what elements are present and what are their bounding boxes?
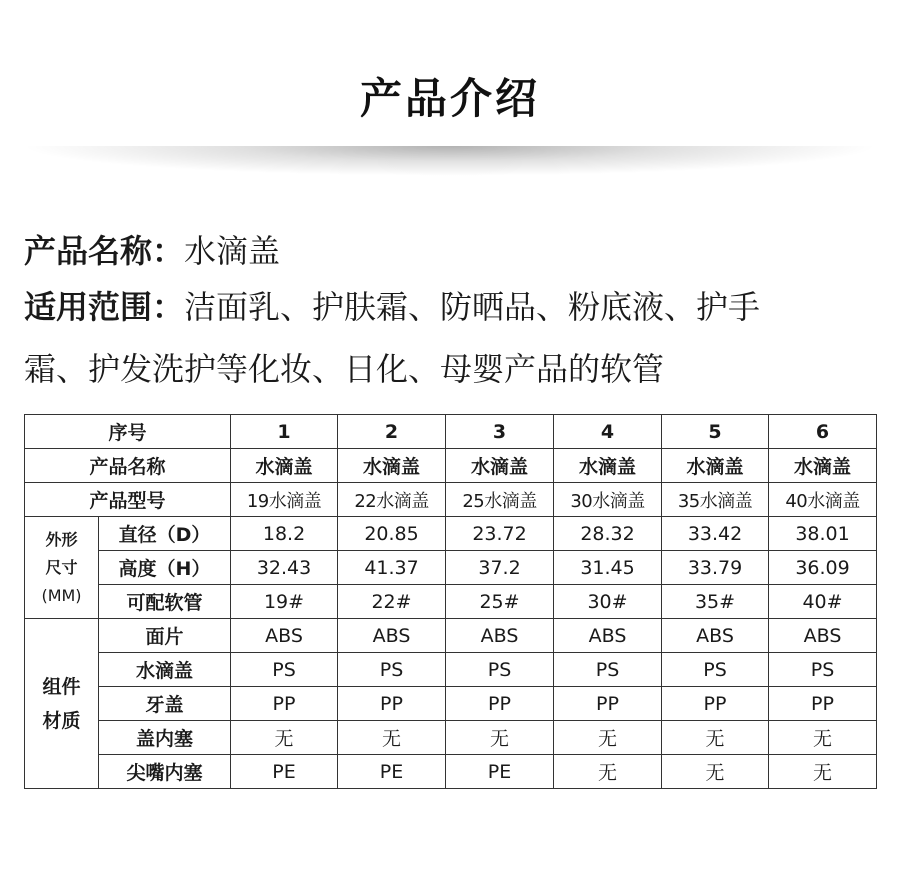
cell-drop: PS — [769, 653, 877, 687]
title-shadow-divider — [20, 146, 880, 176]
product-name-line — [24, 220, 884, 282]
cell-diameter: 20.85 — [338, 517, 446, 551]
group-size-line3: (MM) — [41, 585, 82, 605]
cell-nozzle: PE — [446, 755, 554, 789]
cell-drop: PS — [446, 653, 554, 687]
table-row-plug — [25, 721, 877, 755]
cell-number: 2 — [338, 415, 446, 449]
table-row-face — [25, 619, 877, 653]
cell-height: 32.43 — [231, 551, 338, 585]
cell-cap: PP — [769, 687, 877, 721]
row-label-number: 序号 — [25, 415, 231, 449]
scope-line-1 — [24, 276, 884, 338]
cell-nozzle: 无 — [662, 755, 769, 789]
cell-plug: 无 — [554, 721, 662, 755]
group-size-line1: 外形 — [45, 529, 78, 549]
table-row-model — [25, 483, 877, 517]
product-name-value: 水滴盖 — [184, 232, 281, 270]
cell-nozzle: 无 — [554, 755, 662, 789]
cell-plug: 无 — [662, 721, 769, 755]
cell-name: 水滴盖 — [554, 449, 662, 483]
group-material-line2: 材质 — [42, 709, 81, 732]
cell-tube: 35# — [662, 585, 769, 619]
table-row-nozzle — [25, 755, 877, 789]
table-row-height — [25, 551, 877, 585]
cell-name: 水滴盖 — [662, 449, 769, 483]
cell-cap: PP — [662, 687, 769, 721]
row-label-cap: 牙盖 — [99, 687, 231, 721]
cell-drop: PS — [554, 653, 662, 687]
cell-face: ABS — [662, 619, 769, 653]
cell-model: 40水滴盖 — [769, 483, 877, 517]
cell-diameter: 33.42 — [662, 517, 769, 551]
cell-model: 19水滴盖 — [231, 483, 338, 517]
cell-drop: PS — [338, 653, 446, 687]
cell-plug: 无 — [338, 721, 446, 755]
cell-tube: 19# — [231, 585, 338, 619]
group-material-line1: 组件 — [42, 675, 81, 698]
cell-number: 4 — [554, 415, 662, 449]
table-row-drop — [25, 653, 877, 687]
cell-model: 22水滴盖 — [338, 483, 446, 517]
group-size-line2: 尺寸 — [45, 557, 78, 577]
cell-number: 5 — [662, 415, 769, 449]
spec-table — [24, 414, 877, 789]
cell-height: 31.45 — [554, 551, 662, 585]
cell-height: 41.37 — [338, 551, 446, 585]
cell-number: 6 — [769, 415, 877, 449]
scope-text-1: 洁面乳、护肤霜、防晒品、粉底液、护手 — [184, 288, 761, 326]
cell-height: 37.2 — [446, 551, 554, 585]
cell-model: 35水滴盖 — [662, 483, 769, 517]
cell-face: ABS — [231, 619, 338, 653]
row-label-model: 产品型号 — [25, 483, 231, 517]
cell-drop: PS — [662, 653, 769, 687]
cell-name: 水滴盖 — [338, 449, 446, 483]
table-row-cap — [25, 687, 877, 721]
cell-number: 3 — [446, 415, 554, 449]
page-title: 产品介绍 — [359, 74, 540, 123]
table-row-number — [25, 415, 877, 449]
row-label-height: 高度（H） — [99, 551, 231, 585]
row-label-drop: 水滴盖 — [99, 653, 231, 687]
table-row-tube — [25, 585, 877, 619]
scope-label: 适用范围： — [24, 288, 185, 326]
cell-face: ABS — [769, 619, 877, 653]
cell-cap: PP — [338, 687, 446, 721]
cell-cap: PP — [446, 687, 554, 721]
row-label-diameter: 直径（D） — [99, 517, 231, 551]
cell-face: ABS — [446, 619, 554, 653]
cell-tube: 25# — [446, 585, 554, 619]
product-name-label: 产品名称： — [24, 232, 185, 270]
group-label-material — [25, 619, 99, 789]
row-label-plug: 盖内塞 — [99, 721, 231, 755]
row-label-face: 面片 — [99, 619, 231, 653]
cell-nozzle: 无 — [769, 755, 877, 789]
row-label-nozzle: 尖嘴内塞 — [99, 755, 231, 789]
row-label-tube: 可配软管 — [99, 585, 231, 619]
cell-model: 25水滴盖 — [446, 483, 554, 517]
cell-diameter: 38.01 — [769, 517, 877, 551]
cell-plug: 无 — [769, 721, 877, 755]
cell-model: 30水滴盖 — [554, 483, 662, 517]
cell-plug: 无 — [231, 721, 338, 755]
cell-name: 水滴盖 — [231, 449, 338, 483]
cell-plug: 无 — [446, 721, 554, 755]
table-row-name — [25, 449, 877, 483]
cell-diameter: 23.72 — [446, 517, 554, 551]
table-row-diameter — [25, 517, 877, 551]
cell-tube: 40# — [769, 585, 877, 619]
cell-name: 水滴盖 — [446, 449, 554, 483]
cell-diameter: 28.32 — [554, 517, 662, 551]
cell-drop: PS — [231, 653, 338, 687]
scope-block — [24, 276, 884, 400]
cell-face: ABS — [554, 619, 662, 653]
cell-diameter: 18.2 — [231, 517, 338, 551]
cell-height: 36.09 — [769, 551, 877, 585]
cell-face: ABS — [338, 619, 446, 653]
cell-nozzle: PE — [231, 755, 338, 789]
cell-nozzle: PE — [338, 755, 446, 789]
cell-number: 1 — [231, 415, 338, 449]
cell-height: 33.79 — [662, 551, 769, 585]
cell-cap: PP — [554, 687, 662, 721]
row-label-name: 产品名称 — [25, 449, 231, 483]
group-label-size — [25, 517, 99, 619]
cell-cap: PP — [231, 687, 338, 721]
cell-name: 水滴盖 — [769, 449, 877, 483]
scope-text-2: 霜、护发洗护等化妆、日化、母婴产品的软管 — [24, 350, 665, 388]
cell-tube: 30# — [554, 585, 662, 619]
cell-tube: 22# — [338, 585, 446, 619]
